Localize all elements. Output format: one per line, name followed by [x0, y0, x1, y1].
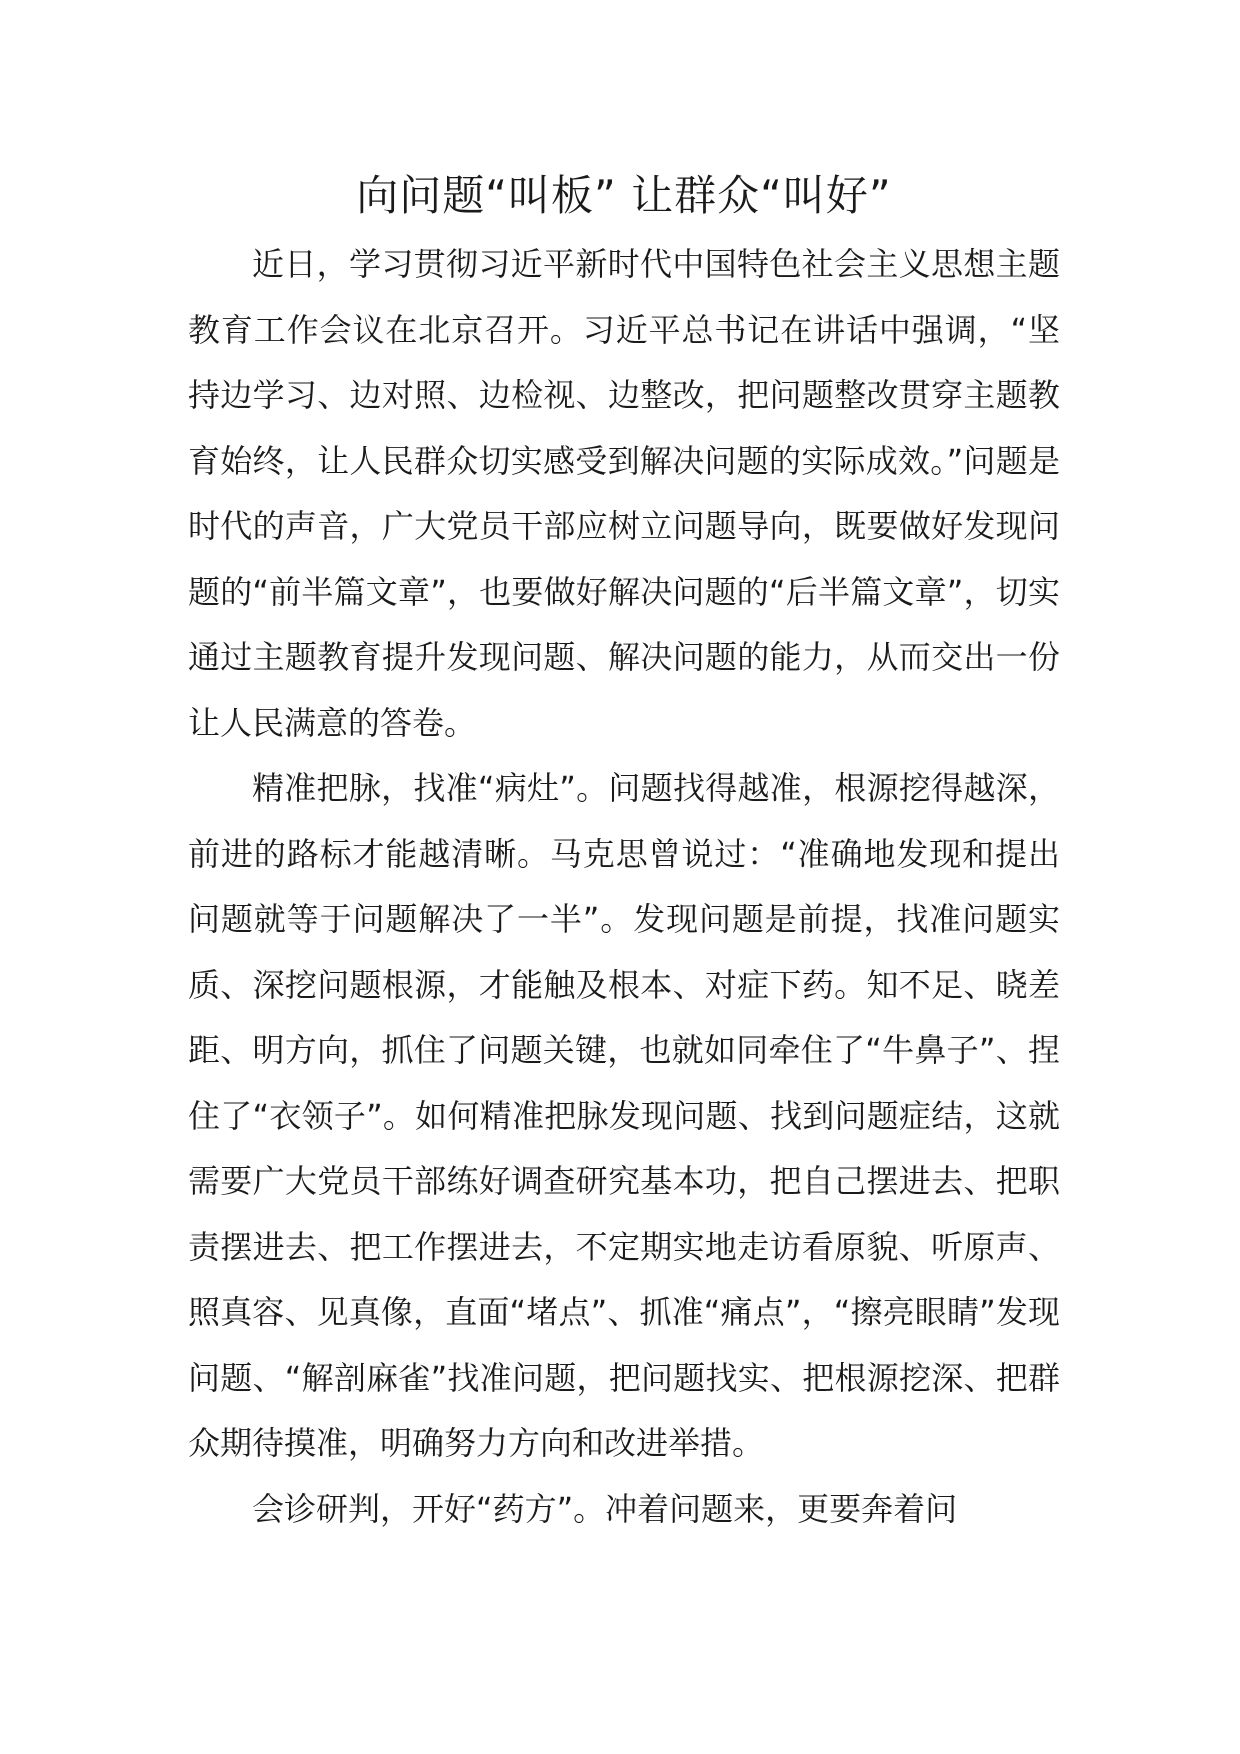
document-title: 向问题“叫板” 让群众“叫好”	[356, 171, 892, 220]
paragraph-consultation: 会诊研判，开好“药方”。冲着问题来，更要奔着问	[252, 1489, 958, 1528]
document-body	[188, 160, 1060, 1542]
paragraph-intro: 近日，学习贯彻习近平新时代中国特色社会主义思想主题教育工作会议在北京召开。习近平总书记在讲话中强调，“坚持边学习、边对照、边检视、边整改，把问题整改贯穿主题教育始终，让人民群众切实感受到解决问题的实际成效。”问题是时代的声音，广大党员干部应树立问题导向，既要做好发现问题的“前半篇文章”，也要做好解决问题的“后半篇文章”，切实通过主题教育提升发现问题、解决问题的能力，从而交出一份让人民满意的答卷。	[188, 245, 1060, 742]
paragraph-diagnosis: 精准把脉，找准“病灶”。问题找得越准，根源挖得越深，前进的路标才能越清晰。马克思曾说过：“准确地发现和提出问题就等于问题解决了一半”。发现问题是前提，找准问题实质、深挖问题根源，才能触及根本、对症下药。知不足、晓差距、明方向，抓住了问题关键，也就如同牵住了“牛鼻子”、捏住了“衣领子”。如何精准把脉发现问题、找到问题症结，这就需要广大党员干部练好调查研究基本功，把自己摆进去、把职责摆进去、把工作摆进去，不定期实地走访看原貌、听原声、照真容、见真像，直面“堵点”、抓准“痛点”，“擦亮眼睛”发现问题、“解剖麻雀”找准问题，把问题找实、把根源挖深、把群众期待摸准，明确努力方向和改进举措。	[188, 769, 1060, 1462]
